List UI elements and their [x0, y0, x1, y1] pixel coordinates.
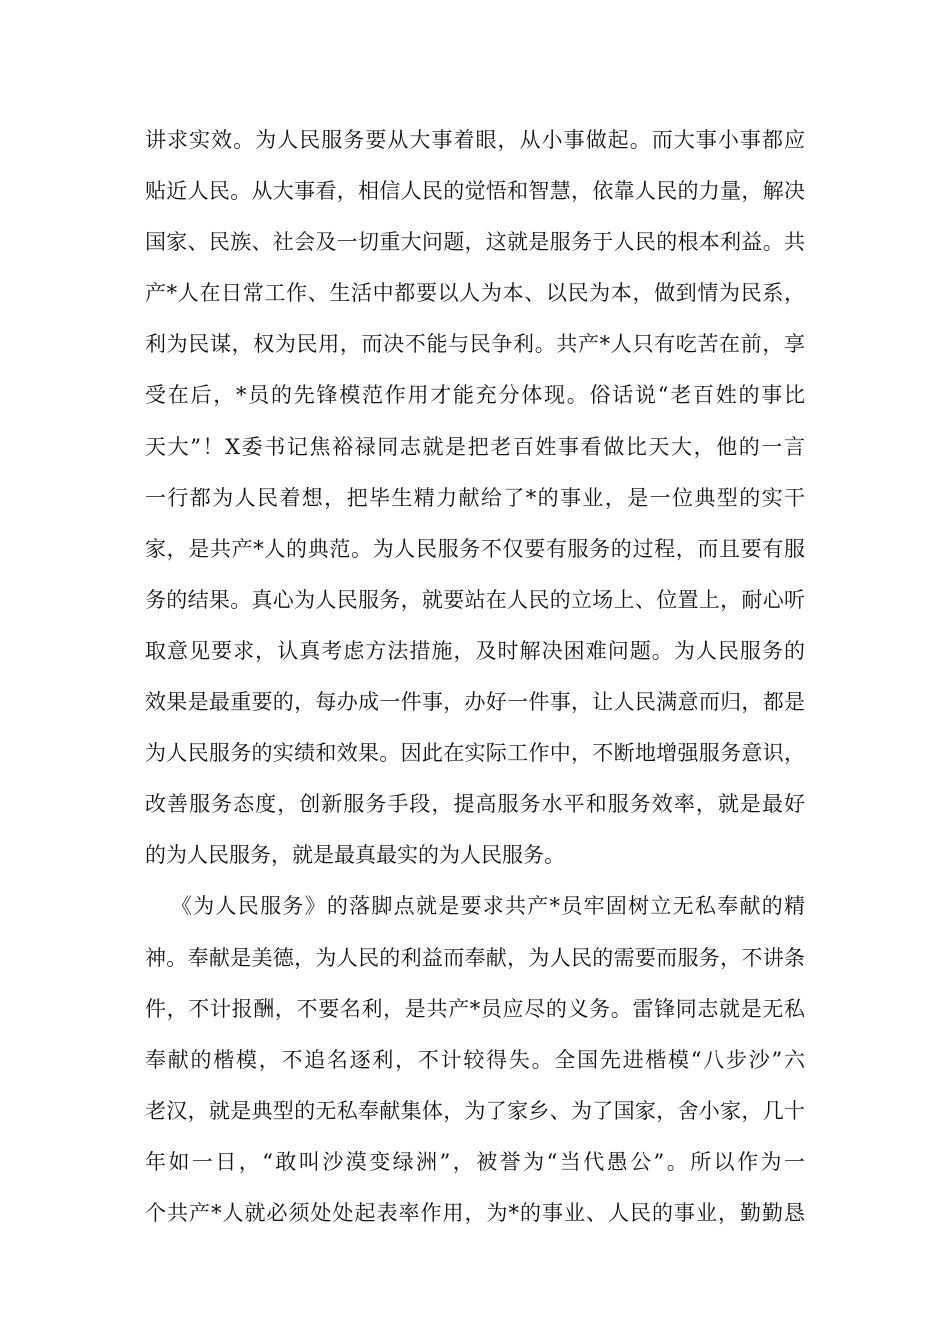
paragraph [145, 893, 805, 1251]
text-line: 家，是共产*人的典范。为人民服务不仅要有服务的过程，而且要有服 [145, 536, 805, 561]
text-line: 取意见要求，认真考虑方法措施，及时解决困难问题。为人民服务的 [145, 638, 805, 663]
text-line: 改善服务态度，创新服务手段，提高服务水平和服务效率，就是最好 [145, 792, 805, 817]
text-line: 件，不计报酬，不要名利，是共产*员应尽的义务。雷锋同志就是无私 [145, 996, 805, 1021]
text-line: 受在后，*员的先锋模范作用才能充分体现。俗话说“老百姓的事比 [145, 383, 805, 408]
text-line: 为人民服务的实绩和效果。因此在实际工作中，不断地增强服务意识， [145, 741, 805, 766]
text-line: 国家、民族、社会及一切重大问题，这就是服务于人民的根本利益。共 [145, 230, 805, 255]
paragraph [145, 127, 805, 893]
text-line: 个共产*人就必须处处起表率作用，为*的事业、人民的事业，勤勤恳 [145, 1200, 805, 1225]
text-line: 产*人在日常工作、生活中都要以人为本、以民为本，做到情为民系， [145, 281, 805, 306]
text-line: 贴近人民。从大事看，相信人民的觉悟和智慧，依靠人民的力量，解决 [145, 179, 805, 204]
text-line: 年如一日，“敢叫沙漠变绿洲”，被誉为“当代愚公”。所以作为一 [145, 1149, 805, 1174]
text-line: 老汉，就是典型的无私奉献集体，为了家乡、为了国家，舍小家，几十 [145, 1098, 805, 1123]
text-line: 《为人民服务》的落脚点就是要求共产*员牢固树立无私奉献的精 [171, 894, 805, 919]
text-line: 效果是最重要的，每办成一件事，办好一件事，让人民满意而归，都是 [145, 690, 805, 715]
text-line: 奉献的楷模，不追名逐利，不计较得失。全国先进楷模“八步沙”六 [145, 1047, 805, 1072]
text-line: 天大”！X委书记焦裕禄同志就是把老百姓事看做比天大，他的一言 [145, 434, 805, 459]
document-page [145, 127, 805, 1251]
text-line: 的为人民服务，就是最真最实的为人民服务。 [145, 843, 565, 868]
text-line: 利为民谋，权为民用，而决不能与民争利。共产*人只有吃苦在前，享 [145, 332, 805, 357]
text-line: 讲求实效。为人民服务要从大事着眼，从小事做起。而大事小事都应 [145, 128, 805, 152]
text-line: 神。奉献是美德，为人民的利益而奉献，为人民的需要而服务，不讲条 [145, 945, 805, 970]
text-line: 务的结果。真心为人民服务，就要站在人民的立场上、位置上，耐心听 [145, 587, 805, 612]
text-line: 一行都为人民着想，把毕生精力献给了*的事业，是一位典型的实干 [145, 485, 805, 510]
